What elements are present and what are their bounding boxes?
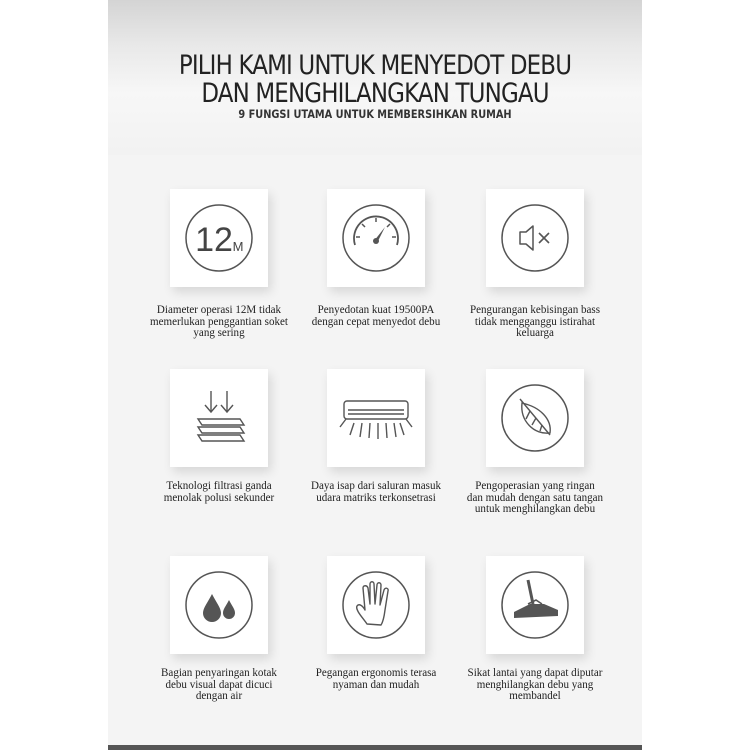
floor-brush-icon — [500, 570, 570, 640]
layered-filter-icon — [184, 383, 254, 453]
feature-card-suction — [327, 189, 425, 287]
hand-icon — [341, 570, 411, 640]
feature-card-air-intake — [327, 369, 425, 467]
feature-card-ergonomic — [327, 556, 425, 654]
feather-icon — [500, 383, 570, 453]
subtitle: 9 FUNGSI UTAMA UNTUK MEMBERSIHKAN RUMAH — [238, 107, 512, 121]
header-banner — [108, 0, 642, 155]
feature-label: Daya isap dari saluran masuk udara matriks terkonsetrasi — [310, 478, 441, 504]
feature-card-washable — [170, 556, 268, 654]
feature-poster — [108, 0, 642, 750]
air-intake-icon — [336, 383, 416, 453]
water-drops-icon — [184, 570, 254, 640]
feature-label: Penyedotan kuat 19500PA dengan cepat menyedot debu — [311, 302, 441, 328]
feature-label: Bagian penyaringan kotak debu visual dapat dicuci dengan air — [161, 665, 277, 702]
feature-label: Teknologi filtrasi ganda menolak polusi sekunder — [163, 478, 275, 504]
speaker-mute-icon — [500, 203, 570, 273]
12m-cord-icon — [184, 203, 254, 273]
feature-label: Diameter operasi 12M tidak memerlukan penggantian soket yang sering — [150, 302, 288, 339]
feature-card-filter — [170, 369, 268, 467]
feature-label: Pegangan ergonomis terasa nyaman dan mudah — [315, 665, 437, 691]
feature-card-noise — [486, 189, 584, 287]
feature-label: Pengurangan kebisingan bass tidak mengganggu istirahat keluarga — [469, 302, 601, 339]
feature-card-brush — [486, 556, 584, 654]
title-line-2: DAN MENGHILANGKAN TUNGAU — [201, 78, 549, 109]
bottom-divider — [108, 745, 642, 750]
speedometer-icon — [341, 203, 411, 273]
feature-label: Pengoperasian yang ringan dan mudah dengan satu tangan untuk menghilangkan debu — [466, 478, 604, 515]
feature-label: Sikat lantai yang dapat diputar menghilangkan debu yang membandel — [467, 665, 603, 702]
feature-card-cord — [170, 189, 268, 287]
title-line-1: PILIH KAMI UNTUK MENYEDOT DEBU — [178, 50, 572, 81]
svg-text:12: 12 — [195, 221, 233, 259]
feature-card-lightweight — [486, 369, 584, 467]
svg-text:M: M — [232, 239, 244, 254]
